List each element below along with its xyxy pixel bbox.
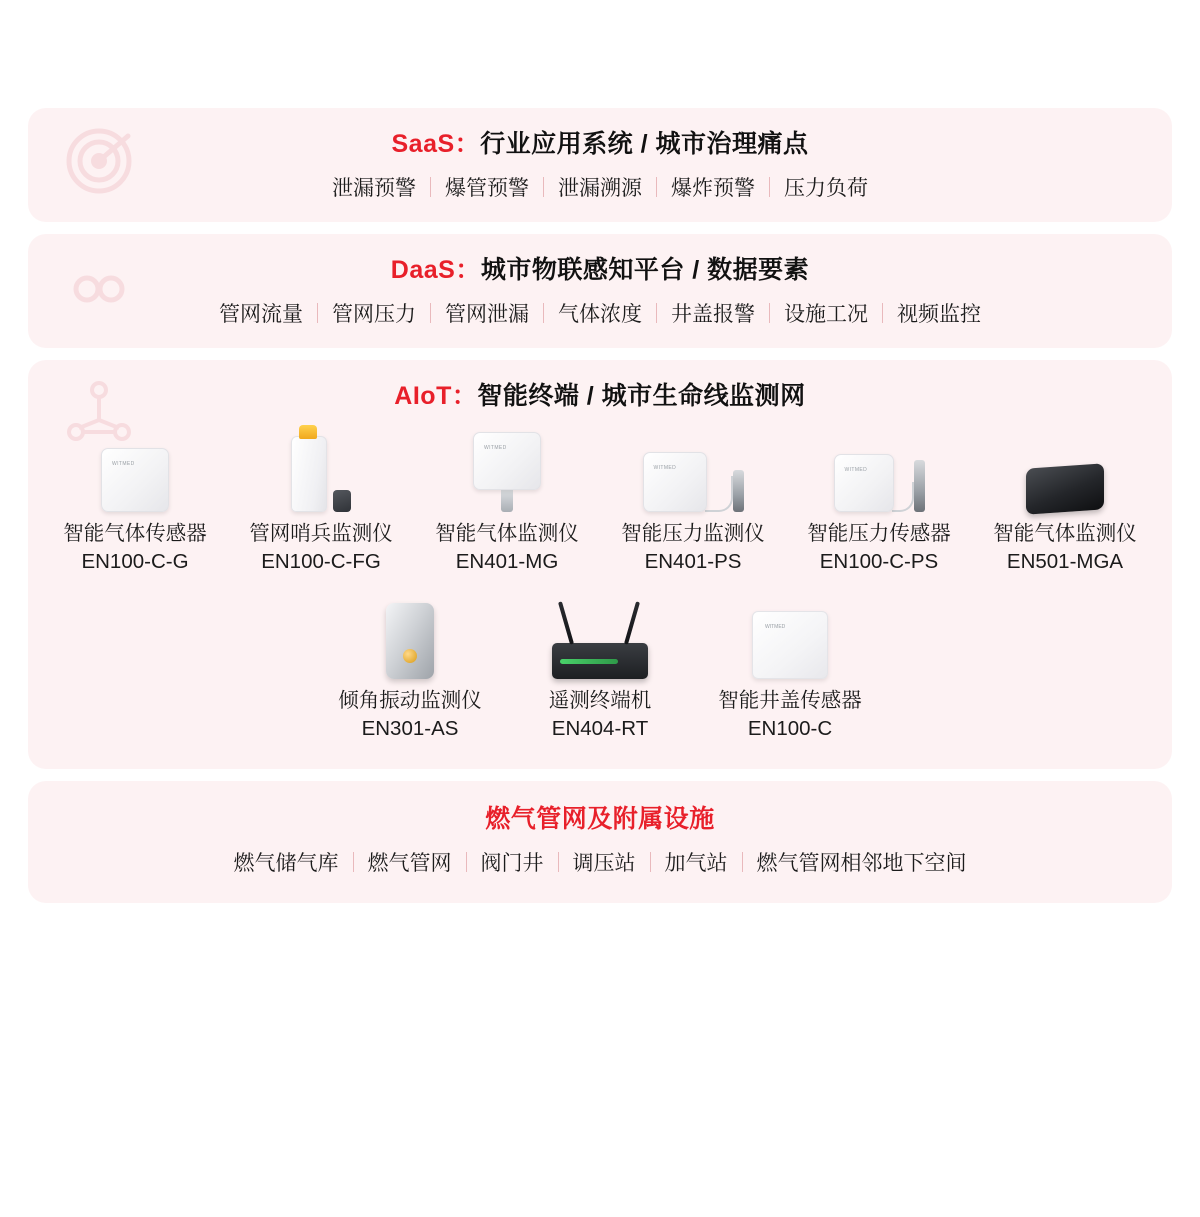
device-model: EN401-MG (455, 549, 559, 573)
device-model: EN100-C-FG (261, 549, 381, 573)
device-model: EN100-C-PS (819, 549, 939, 573)
chip-item: 爆管预警 (445, 177, 529, 200)
device-image-router (505, 593, 695, 679)
layer-title-infrastructure (28, 781, 1172, 845)
chip-item: 管网泄漏 (445, 303, 529, 326)
chip-item: 燃气管网相邻地下空间 (756, 851, 967, 875)
device-card (505, 593, 695, 742)
device-card (315, 593, 505, 742)
layer-title-aiot-en: AIoT： (394, 382, 478, 410)
device-name: 管网哨兵监测仪 (249, 522, 393, 545)
chip-item: 燃气储气库 (233, 851, 339, 875)
chip-item: 爆炸预警 (671, 177, 755, 200)
device-model: EN100-C-G (81, 549, 189, 573)
device-model: EN501-MGA (1006, 549, 1124, 573)
device-image-box-white-cord: WITMED (600, 426, 786, 512)
device-name: 智能气体监测仪 (435, 522, 579, 545)
device-image-dark-box (972, 426, 1158, 512)
device-image-flat-white: WITMED (695, 593, 885, 679)
device-model: EN100-C (747, 717, 833, 741)
chip-row-saas (28, 170, 1172, 222)
device-model: EN401-PS (644, 549, 742, 573)
device-image-box-white-sensor: WITMED (786, 426, 972, 512)
device-card (600, 426, 786, 575)
device-card (228, 426, 414, 575)
layer-title-daas-cn: 城市物联感知平台 / 数据要素 (480, 256, 810, 284)
device-name: 智能气体监测仪 (993, 522, 1137, 545)
device-name: 智能压力监测仪 (621, 522, 765, 545)
architecture-diagram (0, 108, 1200, 1217)
chip-item: 阀门井 (480, 851, 544, 875)
device-name: 倾角振动监测仪 (338, 689, 482, 713)
layer-title-saas-en: SaaS： (391, 130, 481, 158)
layer-saas (28, 108, 1172, 222)
device-image-box-white-probe: WITMED (414, 426, 600, 512)
layer-title-saas (28, 108, 1172, 170)
device-row-1 (28, 422, 1172, 575)
device-card (786, 426, 972, 575)
chip-item: 井盖报警 (671, 303, 755, 326)
chip-item: 管网压力 (332, 303, 416, 326)
footer-space (0, 903, 1200, 993)
layer-daas (28, 234, 1172, 348)
device-row-2 (28, 575, 1172, 768)
device-card (695, 593, 885, 742)
layer-title-aiot (28, 360, 1172, 422)
device-name: 遥测终端机 (548, 689, 652, 713)
device-name: 智能气体传感器 (63, 522, 207, 545)
chip-item: 泄漏溯源 (558, 177, 642, 200)
device-image-gray-device (315, 593, 505, 679)
chip-row-daas (28, 296, 1172, 348)
chip-item: 燃气管网 (367, 851, 452, 875)
chip-item: 管网流量 (219, 303, 303, 326)
device-model: EN404-RT (551, 717, 649, 741)
device-name: 智能压力传感器 (807, 522, 951, 545)
layer-title-daas (28, 234, 1172, 296)
chip-item: 压力负荷 (784, 177, 868, 200)
chip-item: 加气站 (664, 851, 728, 875)
layer-title-aiot-cn: 智能终端 / 城市生命线监测网 (477, 382, 806, 410)
layer-title-infrastructure-cn: 燃气管网及附属设施 (485, 804, 715, 833)
layer-aiot (28, 360, 1172, 769)
device-image-tall-white-plug (228, 426, 414, 512)
layer-infrastructure (28, 781, 1172, 903)
device-card (414, 426, 600, 575)
device-image-box-white: WITMED (42, 426, 228, 512)
layer-title-saas-cn: 行业应用系统 / 城市治理痛点 (480, 130, 809, 158)
device-card (972, 426, 1158, 575)
chip-item: 设施工况 (784, 303, 868, 326)
device-name: 智能井盖传感器 (718, 689, 862, 713)
device-card (42, 426, 228, 575)
chip-item: 视频监控 (897, 303, 981, 326)
layer-title-daas-en: DaaS： (390, 256, 481, 284)
device-model: EN301-AS (361, 717, 459, 741)
chip-row-infrastructure (28, 845, 1172, 903)
chip-item: 气体浓度 (558, 303, 642, 326)
chip-item: 泄漏预警 (332, 177, 416, 200)
chip-item: 调压站 (572, 851, 636, 875)
